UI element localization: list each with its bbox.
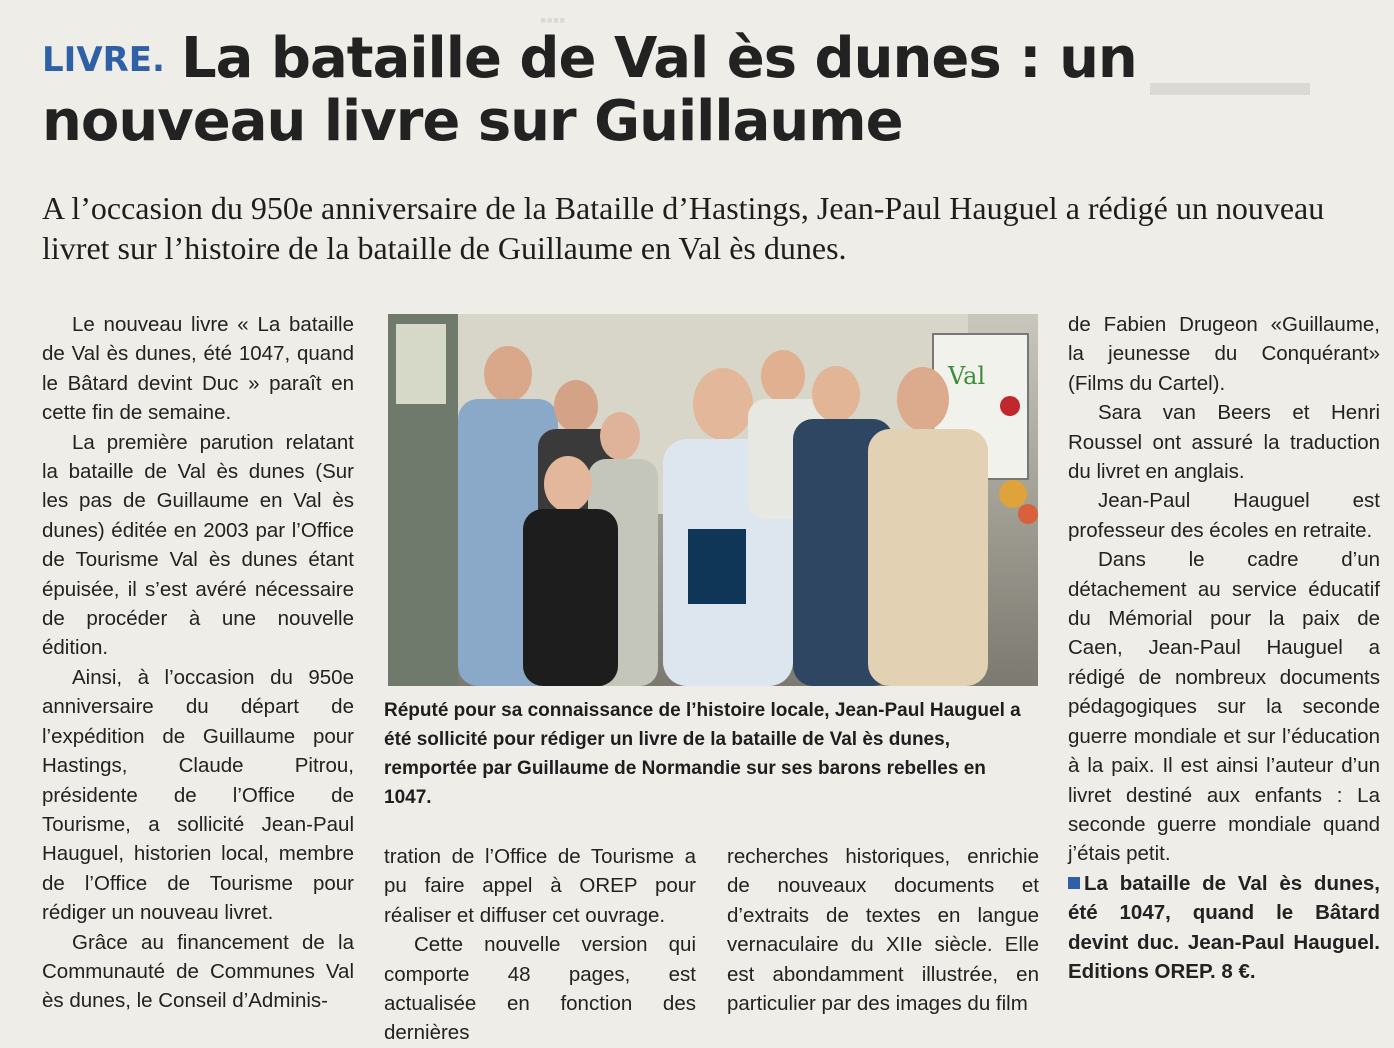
paragraph: Sara van Beers et Henri Roussel ont assuré la traduction du livret en anglais. [1068, 401, 1380, 484]
paragraph: Jean-Paul Hauguel est professeur des écoles en retraite. [1068, 489, 1380, 542]
text-column-4 [1068, 310, 1380, 986]
article-photo [388, 314, 1038, 686]
paragraph: recherches historiques, enrichie de nouveaux documents et d’extraits de textes en langue vernaculaire du XIIe siècle. Elle est abondamment illustrée, en particulier par des images du film [727, 845, 1039, 1016]
paragraph: Le nouveau livre « La bataille de Val ès dunes, été 1047, quand le Bâtard devint Duc » paraît en cette fin de semaine. [42, 313, 354, 425]
paragraph: Ainsi, à l’occasion du 950e anniversaire du départ de l’expédition de Guillaume pour Hastings, Claude Pitrou, présidente de l’Office de Tourisme, a sollicité Jean-Paul Hauguel, historien local, membre de l’Office de Tourisme pour rédiger un nouveau livret. [42, 665, 354, 925]
article-lead: A l’occasion du 950e anniversaire de la Bataille d’Hastings, Jean-Paul Hauguel a rédigé un nouveau livret sur l’histoire de la bataille de Guillaume en Val ès dunes. [42, 190, 1325, 266]
photo-caption: Réputé pour sa connaissance de l’histoire locale, Jean-Paul Hauguel a été sollicité pour rédiger un livre de la bataille de Val ès dunes, remportée par Guillaume de Normandie sur ses barons rebelles en 1047. [384, 700, 1021, 808]
book-info [1068, 869, 1380, 987]
text-column-1 [42, 310, 354, 1016]
text-column-2 [384, 842, 696, 1048]
bleed-through-mark: ▪▪▪▪ [540, 10, 566, 30]
text-column-3 [727, 842, 1039, 1018]
group-photo-illustration [388, 314, 1038, 686]
bleed-through-mark: ▬▬▬▬ [1150, 60, 1310, 104]
article-headline [42, 28, 1372, 153]
headline-text: La bataille de Val ès dunes : un nouveau livre sur Guillaume [42, 26, 1137, 154]
sign-text: Val [948, 362, 986, 390]
section-kicker: LIVRE. [42, 40, 165, 80]
book-info-text: La bataille de Val ès dunes, été 1047, quand le Bâtard devint duc. Jean-Paul Hauguel. Editions OREP. 8 €. [1068, 871, 1380, 983]
square-bullet-icon [1068, 877, 1080, 889]
paragraph: tration de l’Office de Tourisme a pu faire appel à OREP pour réaliser et diffuser cet ouvrage. [384, 845, 696, 927]
paragraph: de Fabien Drugeon «Guillaume, la jeunesse du Conquérant» (Films du Cartel). [1068, 313, 1380, 395]
paragraph: La première parution relatant la bataille de Val ès dunes (Sur les pas de Guillaume en Val ès dunes) éditée en 2003 par l’Office de Tourisme Val ès dunes étant épuisée, il s’est avéré nécessaire de procéder à une nouvelle édition. [42, 430, 354, 660]
paragraph: Grâce au financement de la Communauté de Communes Val ès dunes, le Conseil d’Adminis- [42, 930, 354, 1013]
book-cover [688, 529, 746, 604]
paragraph: Dans le cadre d’un détachement au service éducatif du Mémorial pour la paix de Caen, Jean-Paul Hauguel a rédigé de nombreux documents pédagogiques sur la seconde guerre mondiale et sur l’éducation à la paix. Il est ainsi l’auteur d’un livret destiné aux enfants : La seconde guerre mondiale quand j’étais petit. [1068, 548, 1380, 866]
paragraph: Cette nouvelle version qui comporte 48 pages, est actualisée en fonction des dernières [384, 933, 696, 1045]
